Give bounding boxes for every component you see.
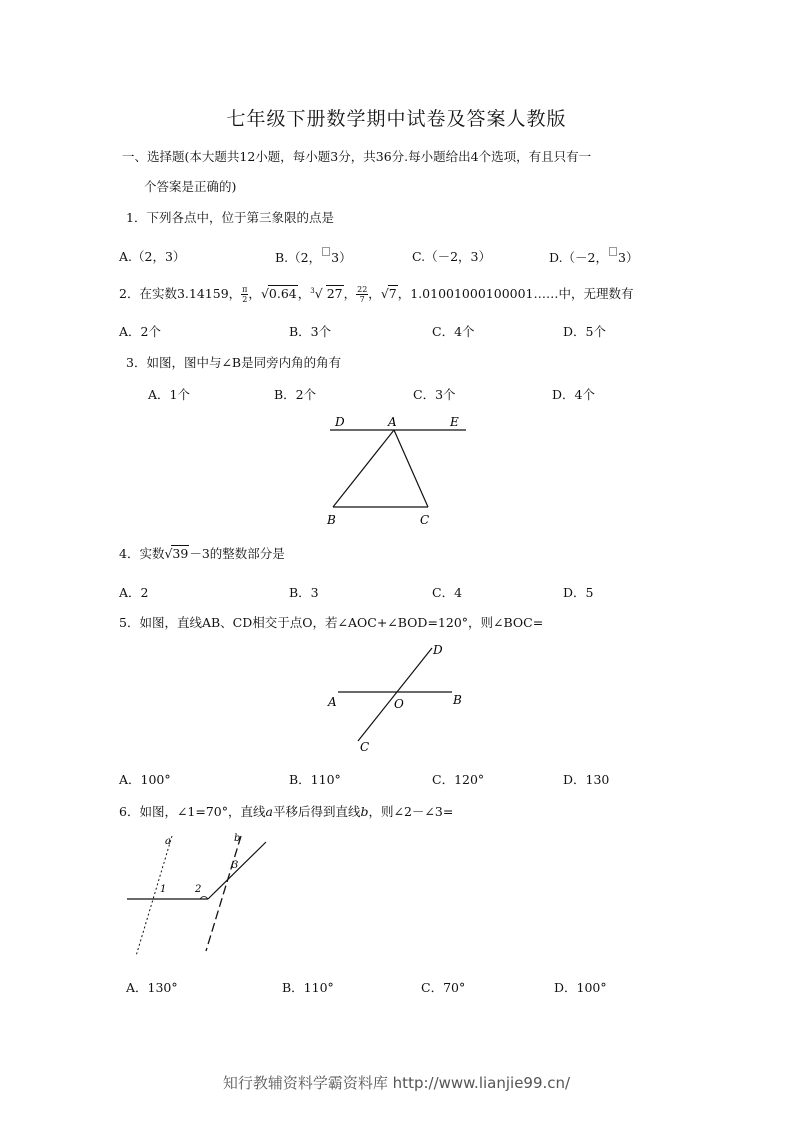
- q1-option-d: D.（－2， 3）: [549, 247, 638, 266]
- side-ac: [394, 430, 428, 507]
- q5-stem: 5．如图，直线AB、CD相交于点O，若∠AOC+∠BOD=120°，则∠BOC=: [119, 615, 544, 630]
- q5-option-c: C．120°: [432, 772, 485, 787]
- footer-watermark: 知行教辅资料学霸资料库 http://www.lianjie99.cn/: [222, 1074, 571, 1092]
- label-a: A: [388, 415, 397, 429]
- q3-stem: 3．如图，图中与∠B是同旁内角的角有: [126, 355, 342, 370]
- q1-option-c: C.（－2，3）: [412, 249, 491, 264]
- q6-option-c: C．70°: [421, 980, 466, 995]
- line-b-dashed: [206, 836, 241, 951]
- label-d: D: [335, 415, 345, 429]
- q3-option-d: D．4个: [552, 387, 595, 402]
- q2-option-b: B．3个: [289, 324, 332, 339]
- label-c: C: [360, 740, 370, 754]
- sqrt-7: √7: [380, 286, 397, 301]
- q3-option-c: C．3个: [413, 387, 456, 402]
- label-angle-3: 3: [232, 860, 239, 871]
- label-b: b: [234, 833, 241, 844]
- sqrt-39: √39: [164, 546, 189, 561]
- q4-option-d: D．5: [563, 585, 594, 600]
- q5-option-d: D．130: [563, 772, 610, 787]
- q6-parallel-lines-figure: [120, 826, 280, 961]
- q4-option-a: A．2: [119, 585, 149, 600]
- q4-option-c: C．4: [432, 585, 463, 600]
- label-o: O: [394, 697, 404, 711]
- label-b: B: [453, 693, 462, 707]
- label-a: A: [328, 695, 337, 709]
- q4-option-b: B．3: [289, 585, 319, 600]
- pi-over-2-fraction: $\frac{\pi}{2}$: [242, 285, 248, 304]
- page-title: 七年级下册数学期中试卷及答案人教版: [226, 108, 567, 130]
- q6-option-d: D．100°: [554, 980, 607, 995]
- cube-root-27: $^3$√ 27: [310, 286, 343, 301]
- label-angle-2: 2: [195, 884, 202, 895]
- q1-option-a: A.（2，3）: [119, 249, 186, 264]
- q5-option-b: B．110°: [289, 772, 341, 787]
- line-cd: [358, 648, 432, 741]
- q2-option-d: D．5个: [563, 324, 606, 339]
- missing-glyph-icon: [322, 247, 330, 256]
- q6-stem: 6．如图，∠1=70°，直线a平移后得到直线b，则∠2－∠3=: [119, 804, 454, 819]
- q3-option-a: A．1个: [148, 387, 190, 402]
- q6-option-b: B．110°: [282, 980, 334, 995]
- q1-option-b: B.（2， 3）: [275, 247, 352, 266]
- q4-stem: 4．实数√39－3的整数部分是: [119, 546, 285, 561]
- side-ab: [333, 430, 394, 507]
- q3-triangle-figure: [320, 410, 480, 535]
- q5-option-a: A．100°: [119, 772, 171, 787]
- section-heading-cont: 个答案是正确的): [144, 179, 237, 194]
- label-b: B: [327, 513, 336, 527]
- 22-over-7-fraction: $\frac{22}{7}$: [357, 285, 368, 304]
- missing-glyph-icon: [609, 247, 617, 256]
- label-c: C: [420, 513, 430, 527]
- q2-option-a: A．2个: [119, 324, 161, 339]
- q2-option-c: C．4个: [432, 324, 475, 339]
- label-a: a: [165, 836, 171, 847]
- label-angle-1: 1: [160, 884, 167, 895]
- label-d: D: [433, 643, 443, 657]
- q3-option-b: B．2个: [274, 387, 317, 402]
- section-heading: 一、选择题(本大题共12小题，每小题3分，共36分.每小题给出4个选项，有且只有一: [122, 149, 592, 164]
- q6-option-a: A．130°: [126, 980, 178, 995]
- q5-intersecting-lines-figure: [320, 638, 480, 758]
- sqrt-0-64: √0.64: [260, 286, 297, 301]
- label-e: E: [450, 415, 459, 429]
- line-a-dotted: [136, 836, 172, 956]
- q1-stem: 1．下列各点中，位于第三象限的点是: [126, 210, 334, 225]
- q2-stem: 2．在实数3.14159， $\frac{\pi}{2}$ ，√0.64，$^3$√ 27， $\frac{22}{7}$ ，√7，1.01001000100001……中，无理数有: [119, 285, 634, 304]
